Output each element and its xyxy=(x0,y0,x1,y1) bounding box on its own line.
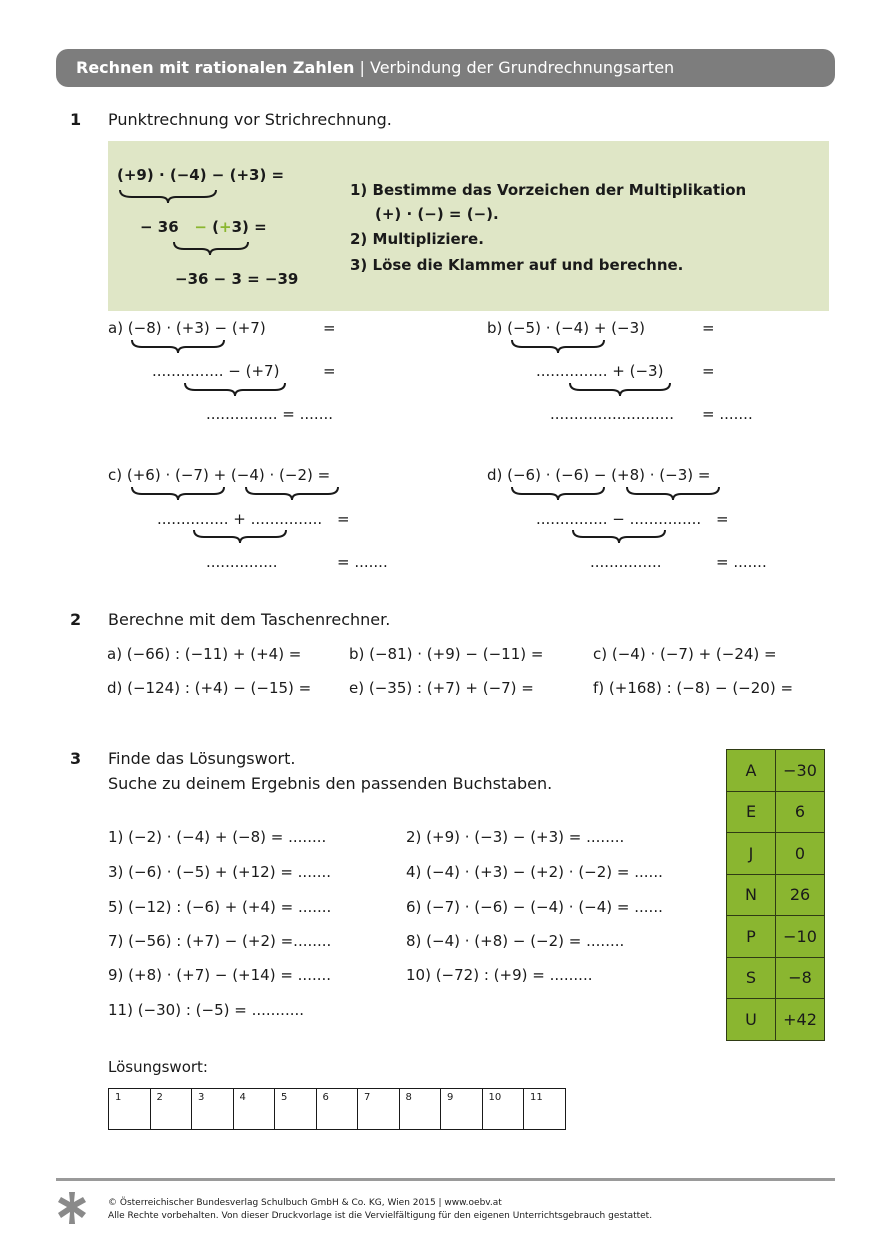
solution-box[interactable]: 10 xyxy=(482,1089,524,1130)
task1c-brace-2 xyxy=(244,485,340,501)
task3-item-4: 4) (−4) · (+3) − (+2) · (−2) = ...... xyxy=(406,863,663,881)
task3-item-8: 8) (−4) · (+8) − (−2) = ........ xyxy=(406,932,625,950)
letter-row xyxy=(727,874,825,916)
header-subtitle: Verbindung der Grundrechnungsarten xyxy=(370,58,675,77)
task2-item-e: e) (−35) : (+7) + (−7) = xyxy=(349,679,534,697)
solution-label: Lösungswort: xyxy=(108,1058,208,1076)
letter-cell: A xyxy=(727,750,776,792)
task1d-eq: = xyxy=(716,510,729,528)
task1d-line2: ............... − ............... xyxy=(536,510,702,528)
task2-item-a: a) (−66) : (−11) + (+4) = xyxy=(107,645,302,663)
solution-box[interactable]: 8 xyxy=(399,1089,441,1130)
task3-item-3: 3) (−6) · (−5) + (+12) = ....... xyxy=(108,863,332,881)
value-cell: 26 xyxy=(776,874,825,916)
task1b-line1: b) (−5) · (−4) + (−3) xyxy=(487,319,645,337)
solution-box[interactable]: 5 xyxy=(275,1089,317,1130)
task3-item-5: 5) (−12) : (−6) + (+4) = ....... xyxy=(108,898,332,916)
example-line1: (+9) · (−4) − (+3) = xyxy=(117,166,285,184)
task1b-line2: ............... + (−3) xyxy=(536,362,664,380)
letter-cell: S xyxy=(727,957,776,999)
task3-title: Finde das Lösungswort. xyxy=(108,749,296,768)
solution-grid xyxy=(108,1088,566,1130)
footer-divider xyxy=(56,1178,835,1181)
letter-row xyxy=(727,750,825,792)
value-cell: 6 xyxy=(776,791,825,833)
task3-number: 3 xyxy=(70,749,82,768)
task1d-brace-3 xyxy=(571,528,667,544)
letter-row xyxy=(727,833,825,875)
letter-cell: U xyxy=(727,999,776,1041)
solution-box[interactable]: 11 xyxy=(524,1089,566,1130)
task2-item-c: c) (−4) · (−7) + (−24) = xyxy=(593,645,777,663)
example-line3: −36 − 3 = −39 xyxy=(175,270,299,288)
solution-box[interactable]: 7 xyxy=(358,1089,400,1130)
value-cell: −30 xyxy=(776,750,825,792)
task1b-eq2: = xyxy=(702,362,715,380)
task3-item-1: 1) (−2) · (−4) + (−8) = ........ xyxy=(108,828,327,846)
task2-item-d: d) (−124) : (+4) − (−15) = xyxy=(107,679,312,697)
value-cell: −8 xyxy=(776,957,825,999)
solution-box[interactable]: 2 xyxy=(150,1089,192,1130)
task1d-result: = ....... xyxy=(716,553,767,571)
task1d-brace-1 xyxy=(510,485,606,501)
task3-item-9: 9) (+8) · (+7) − (+14) = ....... xyxy=(108,966,332,984)
task1-number: 1 xyxy=(70,110,82,129)
header-separator: | xyxy=(354,58,370,77)
example-line2-plus: + xyxy=(219,218,232,236)
task1b-eq1: = xyxy=(702,319,715,337)
example-brace-2 xyxy=(172,240,252,256)
value-cell: +42 xyxy=(776,999,825,1041)
step-1: 1) Bestimme das Vorzeichen der Multiplikation xyxy=(350,181,747,199)
example-line2-paren: ( xyxy=(206,218,219,236)
task1d-brace-2 xyxy=(625,485,721,501)
letter-cell: P xyxy=(727,916,776,958)
task1-title: Punktrechnung vor Strichrechnung. xyxy=(108,110,392,129)
task1a-line2: ............... − (+7) xyxy=(152,362,280,380)
example-line2-a: − 36 xyxy=(140,218,179,236)
task1b-brace-2 xyxy=(568,381,672,397)
solution-box[interactable]: 6 xyxy=(316,1089,358,1130)
step-1-detail: (+) · (−) = (−). xyxy=(375,205,499,223)
example-brace-1 xyxy=(118,188,218,204)
step-2: 2) Multipliziere. xyxy=(350,230,484,248)
task2-number: 2 xyxy=(70,610,82,629)
example-line2-end: 3) = xyxy=(231,218,267,236)
value-cell: −10 xyxy=(776,916,825,958)
example-line2 xyxy=(140,218,267,236)
task1d-line3: ............... xyxy=(590,553,662,571)
letter-cell: E xyxy=(727,791,776,833)
letter-table xyxy=(726,749,825,1041)
task1d-line1: d) (−6) · (−6) − (+8) · (−3) = xyxy=(487,466,711,484)
footer-copyright: © Österreichischer Bundesverlag Schulbuch GmbH & Co. KG, Wien 2015 | www.oebv.at xyxy=(108,1198,502,1208)
task1a-line3: ............... = ....... xyxy=(206,405,334,423)
letter-row xyxy=(727,957,825,999)
task1b-result: = ....... xyxy=(702,405,753,423)
task1a-eq2: = xyxy=(323,362,336,380)
example-line2-minus: − xyxy=(194,218,207,236)
task2-item-b: b) (−81) · (+9) − (−11) = xyxy=(349,645,544,663)
letter-cell: N xyxy=(727,874,776,916)
task1c-line3: ............... xyxy=(206,553,278,571)
task3-item-7: 7) (−56) : (+7) − (+2) =........ xyxy=(108,932,332,950)
solution-box[interactable]: 9 xyxy=(441,1089,483,1130)
task1c-brace-3 xyxy=(192,528,288,544)
page-header xyxy=(56,49,835,87)
publisher-logo-icon xyxy=(55,1190,91,1226)
task1c-brace-1 xyxy=(130,485,226,501)
task1c-result: = ....... xyxy=(337,553,388,571)
task1c-eq: = xyxy=(337,510,350,528)
task3-subtitle: Suche zu deinem Ergebnis den passenden Buchstaben. xyxy=(108,774,553,793)
task1a-eq1: = xyxy=(323,319,336,337)
task2-item-f: f) (+168) : (−8) − (−20) = xyxy=(593,679,794,697)
letter-row xyxy=(727,791,825,833)
letter-cell: J xyxy=(727,833,776,875)
task1a-brace-1 xyxy=(130,338,226,354)
task3-item-6: 6) (−7) · (−6) − (−4) · (−4) = ...... xyxy=(406,898,663,916)
footer-rights: Alle Rechte vorbehalten. Von dieser Druckvorlage ist die Vervielfältigung für den eigenen Unterrichtsgebrauch gestattet. xyxy=(108,1211,653,1221)
task3-item-2: 2) (+9) · (−3) − (+3) = ........ xyxy=(406,828,625,846)
header-title: Rechnen mit rationalen Zahlen xyxy=(76,58,355,77)
task1c-line2: ............... + ............... xyxy=(157,510,323,528)
task2-title: Berechne mit dem Taschenrechner. xyxy=(108,610,391,629)
task1b-brace-1 xyxy=(510,338,606,354)
task3-item-10: 10) (−72) : (+9) = ......... xyxy=(406,966,593,984)
solution-box[interactable]: 3 xyxy=(192,1089,234,1130)
task1b-line3: .......................... xyxy=(550,405,674,423)
solution-box[interactable]: 1 xyxy=(109,1089,151,1130)
task1c-line1: c) (+6) · (−7) + (−4) · (−2) = xyxy=(108,466,331,484)
solution-box[interactable]: 4 xyxy=(233,1089,275,1130)
task1a-line1: a) (−8) · (+3) − (+7) xyxy=(108,319,266,337)
task3-item-11: 11) (−30) : (−5) = ........... xyxy=(108,1001,305,1019)
step-3: 3) Löse die Klammer auf und berechne. xyxy=(350,256,684,274)
value-cell: 0 xyxy=(776,833,825,875)
letter-row xyxy=(727,916,825,958)
letter-row xyxy=(727,999,825,1041)
task1a-brace-2 xyxy=(183,381,287,397)
